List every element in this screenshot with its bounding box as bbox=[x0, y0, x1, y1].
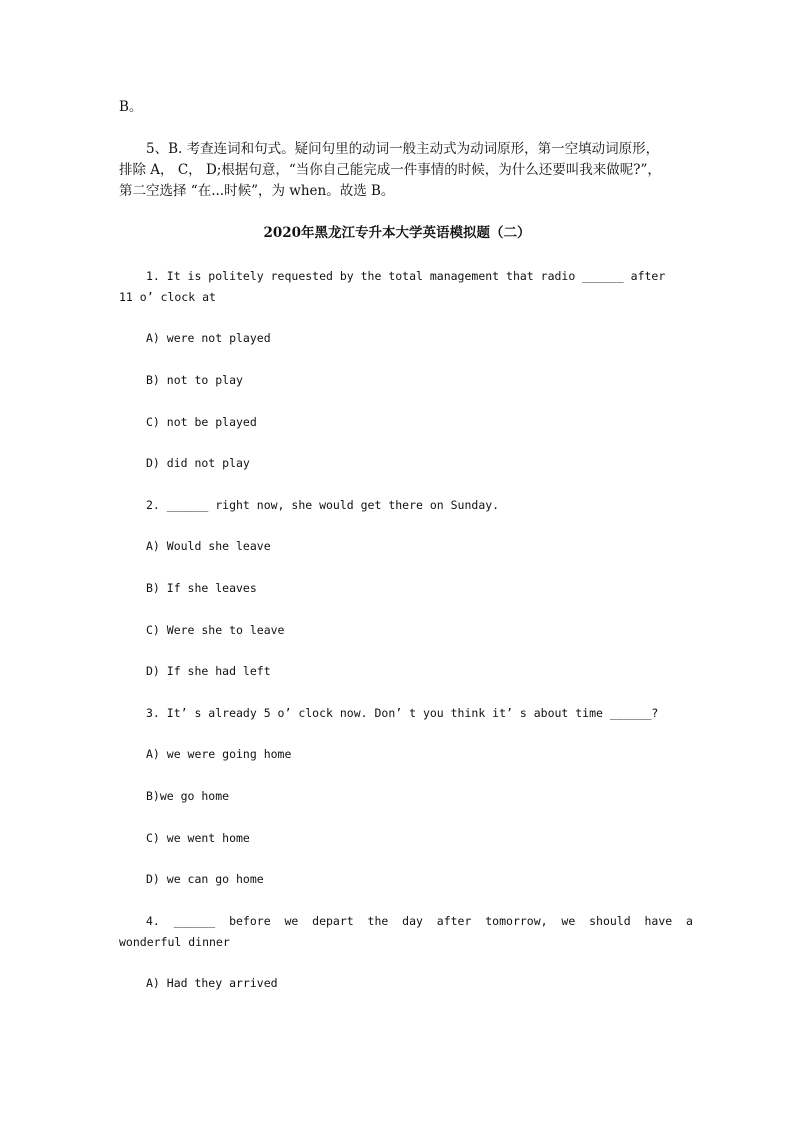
question-2-option-a: A) Would she leave bbox=[146, 539, 271, 553]
section-title: 2020年黑龙江专升本大学英语模拟题（二） bbox=[263, 225, 531, 241]
question-1-option-d: D) did not play bbox=[146, 456, 250, 470]
question-3-option-c: C) we went home bbox=[146, 831, 250, 845]
question-1-option-a: A) were not played bbox=[146, 331, 271, 345]
question-2-option-d: D) If she had left bbox=[146, 664, 271, 678]
question-2-option-b: B) If she leaves bbox=[146, 581, 257, 595]
previous-answer: B。 bbox=[119, 99, 143, 115]
question-2-option-c: C) Were she to leave bbox=[146, 623, 285, 637]
question-4-stem-line-1: 4. ______ before we depart the day after tomorrow, we should have a bbox=[146, 914, 693, 928]
question-3-option-b: B)we go home bbox=[146, 789, 230, 803]
question-4-option-a: A) Had they arrived bbox=[146, 976, 278, 990]
explanation-line-2: 排除 A， C， D;根据句意，“当你自己能完成一件事情的时候，为什么还要叫我来做呢?”， bbox=[119, 162, 661, 178]
question-2-stem: 2. ______ right now, she would get there on Sunday. bbox=[146, 498, 500, 512]
question-1-option-b: B) not to play bbox=[146, 373, 243, 387]
question-4-stem-line-2: wonderful dinner bbox=[119, 935, 230, 949]
explanation-line-1: 5、B. 考查连词和句式。疑问句里的动词一般主动式为动词原形，第一空填动词原形， bbox=[146, 141, 660, 157]
question-1-option-c: C) not be played bbox=[146, 415, 257, 429]
question-1-stem-line-1: 1. It is politely requested by the total management that radio ______ after bbox=[146, 269, 666, 283]
question-3-option-d: D) we can go home bbox=[146, 872, 264, 886]
question-3-stem: 3. It’ s already 5 o’ clock now. Don’ t you think it’ s about time ______? bbox=[146, 706, 659, 720]
question-1-stem-line-2: 11 o’ clock at bbox=[119, 290, 216, 304]
question-3-option-a: A) we were going home bbox=[146, 747, 292, 761]
explanation-line-3: 第二空选择 “在...时候”，为 when。故选 B。 bbox=[119, 183, 395, 199]
